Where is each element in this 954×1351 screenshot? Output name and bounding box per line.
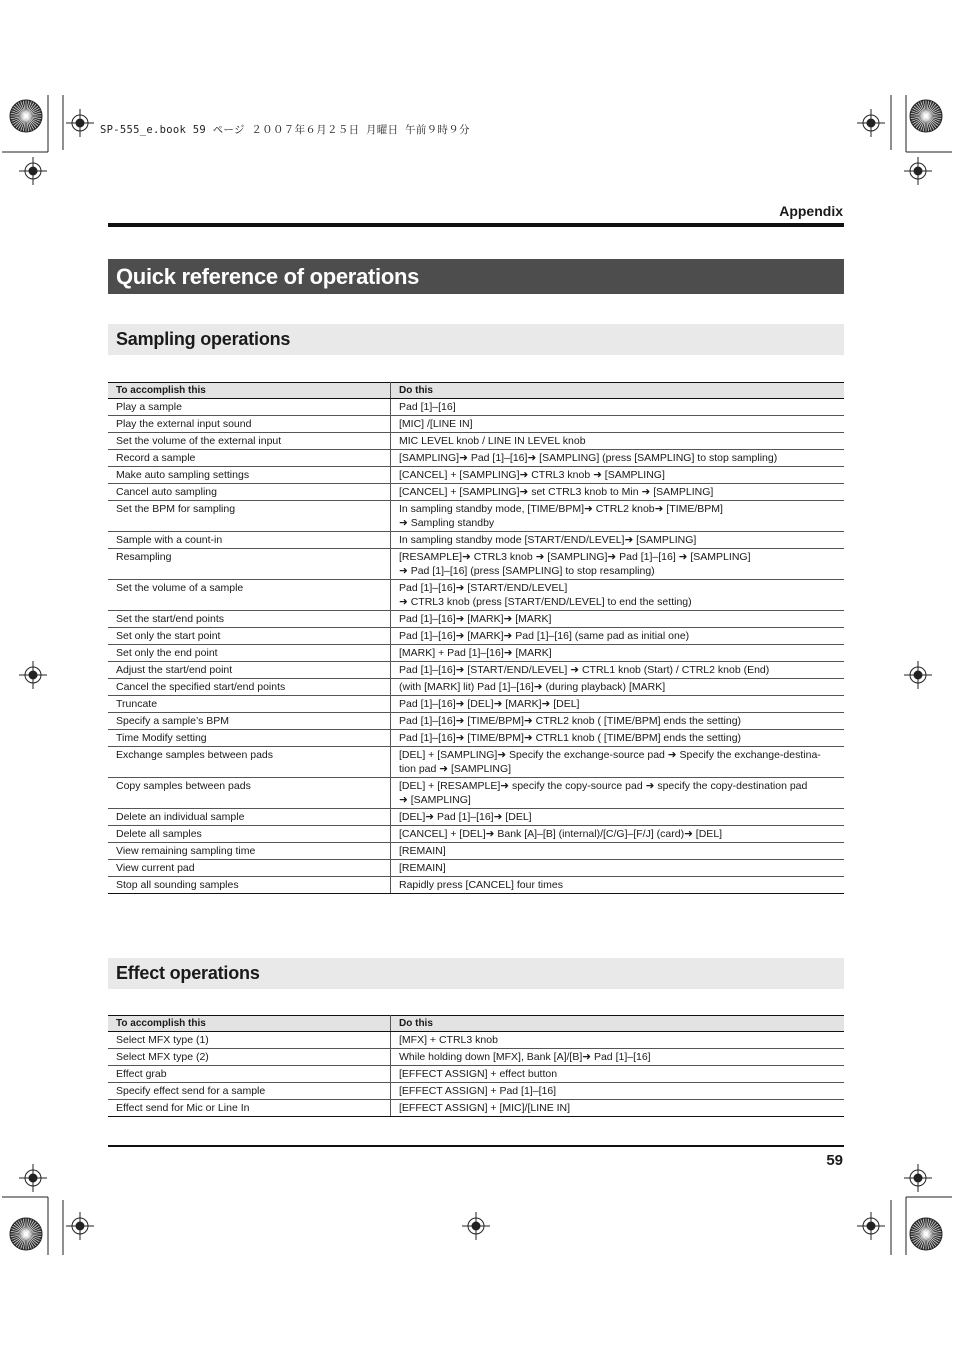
task-cell: Delete an individual sample: [108, 809, 391, 826]
table-row: [108, 713, 844, 730]
task-cell: Specify effect send for a sample: [108, 1083, 391, 1100]
task-cell: Set the volume of the external input: [108, 433, 391, 450]
crosshair-icon: [904, 157, 932, 185]
task-cell: Make auto sampling settings: [108, 467, 391, 484]
task-cell: Specify a sample’s BPM: [108, 713, 391, 730]
task-cell: Play a sample: [108, 399, 391, 416]
operation-cell: Rapidly press [CANCEL] four times: [391, 877, 845, 894]
operation-cell: [EFFECT ASSIGN] + Pad [1]–[16]: [391, 1083, 845, 1100]
operation-cell: While holding down [MFX], Bank [A]/[B]➜ Pad [1]–[16]: [391, 1049, 845, 1066]
sampling-heading: Sampling operations: [108, 324, 844, 355]
operation-cell: [RESAMPLE]➜ CTRL3 knob ➜ [SAMPLING]➜ Pad [1]–[16] ➜ [SAMPLING] ➜ Pad [1]–[16] (press [SAMPLING] to stop resampling): [391, 549, 845, 580]
table-row: [108, 549, 844, 580]
table-row: [108, 662, 844, 679]
table-row: [108, 730, 844, 747]
task-cell: Exchange samples between pads: [108, 747, 391, 778]
operation-cell: [DEL]➜ Pad [1]–[16]➜ [DEL]: [391, 809, 845, 826]
operation-cell: Pad [1]–[16]➜ [START/END/LEVEL] ➜ CTRL3 knob (press [START/END/LEVEL] to end the setting): [391, 580, 845, 611]
task-cell: View remaining sampling time: [108, 843, 391, 860]
operation-cell: Pad [1]–[16]➜ [MARK]➜ [MARK]: [391, 611, 845, 628]
operation-cell: In sampling standby mode, [TIME/BPM]➜ CTRL2 knob➜ [TIME/BPM] ➜ Sampling standby: [391, 501, 845, 532]
printer-slug: SP-555_e.book 59 ページ ２００７年６月２５日 月曜日 午前９時９分: [100, 124, 470, 136]
page-number: 59: [826, 1152, 843, 1169]
crosshair-icon: [857, 1212, 885, 1240]
operation-cell: Pad [1]–[16]➜ [MARK]➜ Pad [1]–[16] (same pad as initial one): [391, 628, 845, 645]
task-cell: Resampling: [108, 549, 391, 580]
operation-cell: [MFX] + CTRL3 knob: [391, 1032, 845, 1049]
operation-cell: [REMAIN]: [391, 843, 845, 860]
crosshair-icon: [462, 1212, 490, 1240]
task-cell: Play the external input sound: [108, 416, 391, 433]
operation-cell: Pad [1]–[16]➜ [TIME/BPM]➜ CTRL1 knob ( [TIME/BPM] ends the setting): [391, 730, 845, 747]
effect-heading: Effect operations: [108, 958, 844, 989]
page-title: Quick reference of operations: [108, 259, 844, 294]
operation-cell: [CANCEL] + [DEL]➜ Bank [A]–[B] (internal)/[C/G]–[F/J] (card)➜ [DEL]: [391, 826, 845, 843]
table-row: [108, 467, 844, 484]
crosshair-icon: [19, 1164, 47, 1192]
registration-target-icon: [10, 1218, 42, 1250]
task-cell: Select MFX type (2): [108, 1049, 391, 1066]
task-cell: Cancel the specified start/end points: [108, 679, 391, 696]
operation-cell: [DEL] + [SAMPLING]➜ Specify the exchange-source pad ➜ Specify the exchange-destina- tion pad ➜ [SAMPLING]: [391, 747, 845, 778]
registration-target-icon: [10, 100, 42, 132]
task-cell: Time Modify setting: [108, 730, 391, 747]
table-row: [108, 399, 844, 416]
operation-cell: [CANCEL] + [SAMPLING]➜ CTRL3 knob ➜ [SAMPLING]: [391, 467, 845, 484]
header-rule: [108, 223, 844, 227]
table-row: [108, 611, 844, 628]
table-row: [108, 645, 844, 662]
table-row: [108, 580, 844, 611]
table-row: [108, 628, 844, 645]
table-row: [108, 679, 844, 696]
task-cell: Set the start/end points: [108, 611, 391, 628]
table-row: [108, 877, 844, 894]
task-cell: Truncate: [108, 696, 391, 713]
column-header-accomplish: To accomplish this: [108, 1016, 391, 1032]
crosshair-icon: [904, 661, 932, 689]
task-cell: Set the volume of a sample: [108, 580, 391, 611]
column-header-do-this: Do this: [391, 383, 845, 399]
operation-cell: [DEL] + [RESAMPLE]➜ specify the copy-source pad ➜ specify the copy-destination pad ➜ [SAMPLING]: [391, 778, 845, 809]
crosshair-icon: [19, 157, 47, 185]
table-row: [108, 843, 844, 860]
operation-cell: (with [MARK] lit) Pad [1]–[16]➜ (during playback) [MARK]: [391, 679, 845, 696]
crosshair-icon: [904, 1164, 932, 1192]
crosshair-icon: [66, 109, 94, 137]
task-cell: Select MFX type (1): [108, 1032, 391, 1049]
operation-cell: Pad [1]–[16]➜ [TIME/BPM]➜ CTRL2 knob ( [TIME/BPM] ends the setting): [391, 713, 845, 730]
task-cell: Set only the start point: [108, 628, 391, 645]
crosshair-icon: [66, 1212, 94, 1240]
crosshair-icon: [19, 661, 47, 689]
task-cell: Delete all samples: [108, 826, 391, 843]
task-cell: Stop all sounding samples: [108, 877, 391, 894]
table-row: [108, 450, 844, 467]
operation-cell: [EFFECT ASSIGN] + [MIC]/[LINE IN]: [391, 1100, 845, 1117]
table-row: [108, 1083, 844, 1100]
operation-cell: [CANCEL] + [SAMPLING]➜ set CTRL3 knob to Min ➜ [SAMPLING]: [391, 484, 845, 501]
table-row: [108, 484, 844, 501]
table-row: [108, 809, 844, 826]
table-row: [108, 1032, 844, 1049]
operation-cell: Pad [1]–[16]➜ [START/END/LEVEL] ➜ CTRL1 knob (Start) / CTRL2 knob (End): [391, 662, 845, 679]
table-row: [108, 416, 844, 433]
task-cell: Set the BPM for sampling: [108, 501, 391, 532]
task-cell: Adjust the start/end point: [108, 662, 391, 679]
operation-cell: [MIC] /[LINE IN]: [391, 416, 845, 433]
task-cell: Copy samples between pads: [108, 778, 391, 809]
table-row: [108, 696, 844, 713]
crosshair-icon: [857, 109, 885, 137]
registration-target-icon: [910, 1218, 942, 1250]
operation-cell: In sampling standby mode [START/END/LEVEL]➜ [SAMPLING]: [391, 532, 845, 549]
operation-cell: MIC LEVEL knob / LINE IN LEVEL knob: [391, 433, 845, 450]
operation-cell: Pad [1]–[16]: [391, 399, 845, 416]
table-row: [108, 532, 844, 549]
task-cell: Cancel auto sampling: [108, 484, 391, 501]
operation-cell: [SAMPLING]➜ Pad [1]–[16]➜ [SAMPLING] (press [SAMPLING] to stop sampling): [391, 450, 845, 467]
operation-cell: [EFFECT ASSIGN] + effect button: [391, 1066, 845, 1083]
table-header-row: [108, 1016, 844, 1032]
table-row: [108, 1100, 844, 1117]
table-row: [108, 433, 844, 450]
table-row: [108, 747, 844, 778]
task-cell: Set only the end point: [108, 645, 391, 662]
task-cell: Effect grab: [108, 1066, 391, 1083]
table-row: [108, 1049, 844, 1066]
operation-cell: [REMAIN]: [391, 860, 845, 877]
task-cell: View current pad: [108, 860, 391, 877]
section-label: Appendix: [779, 203, 843, 219]
footer-rule: [108, 1145, 844, 1147]
operation-cell: Pad [1]–[16]➜ [DEL]➜ [MARK]➜ [DEL]: [391, 696, 845, 713]
table-row: [108, 501, 844, 532]
column-header-do-this: Do this: [391, 1016, 845, 1032]
table-row: [108, 778, 844, 809]
task-cell: Effect send for Mic or Line In: [108, 1100, 391, 1117]
table-row: [108, 826, 844, 843]
sampling-table: [108, 382, 844, 894]
table-header-row: [108, 383, 844, 399]
task-cell: Sample with a count-in: [108, 532, 391, 549]
task-cell: Record a sample: [108, 450, 391, 467]
operation-cell: [MARK] + Pad [1]–[16]➜ [MARK]: [391, 645, 845, 662]
column-header-accomplish: To accomplish this: [108, 383, 391, 399]
table-row: [108, 1066, 844, 1083]
registration-target-icon: [910, 100, 942, 132]
table-row: [108, 860, 844, 877]
effect-table: [108, 1015, 844, 1117]
